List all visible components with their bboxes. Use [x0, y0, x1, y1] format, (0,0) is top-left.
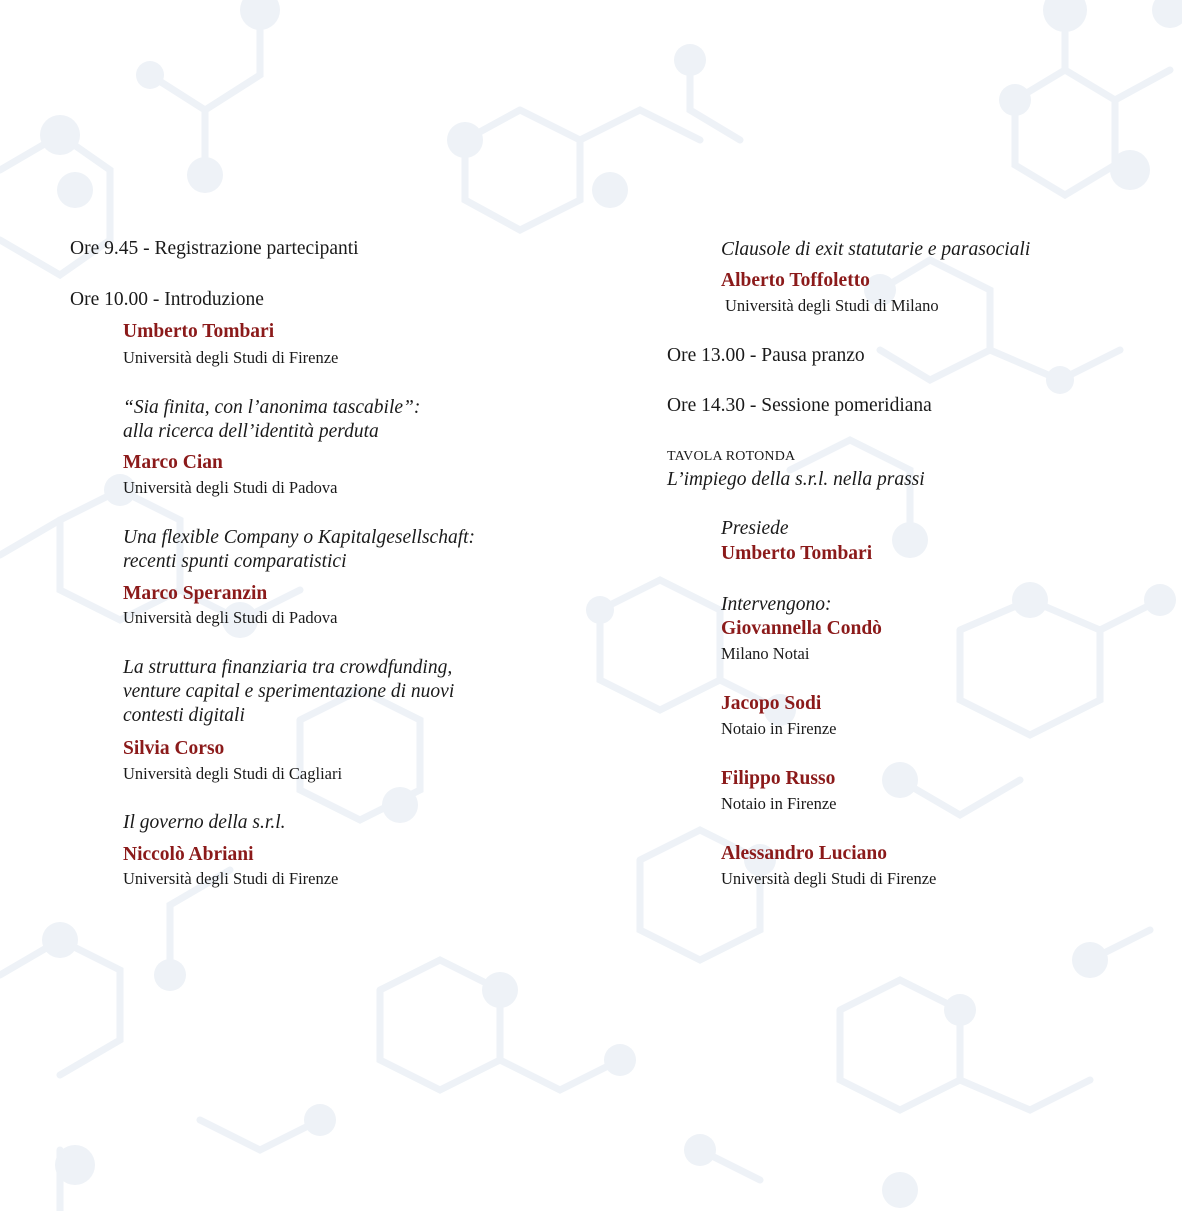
- speaker-name: Marco Cian: [123, 452, 223, 473]
- registration-time: Ore 9.45 - Registrazione partecipanti: [70, 238, 359, 259]
- speaker-name: Filippo Russo: [721, 768, 836, 789]
- talk-title: Clausole di exit statutarie e parasociali: [721, 239, 1031, 260]
- speaker-affiliation: Notaio in Firenze: [721, 794, 837, 813]
- talk-title-line: La struttura finanziaria tra crowdfunding,: [123, 657, 453, 678]
- roundtable-title: L’impiego della s.r.l. nella prassi: [667, 469, 925, 490]
- program-right-column: [600, 0, 1182, 1211]
- introduction-time: Ore 10.00 - Introduzione: [70, 289, 264, 310]
- talk-title: [123, 811, 285, 835]
- speaker-name: Giovannella Condò: [721, 618, 882, 639]
- speakers-label: Intervengono:: [721, 594, 832, 615]
- talk-title: [123, 526, 475, 574]
- speaker-affiliation: Università degli Studi di Cagliari: [123, 764, 343, 783]
- talk-title-line: Il governo della s.r.l.: [123, 812, 286, 833]
- speaker-name: Alessandro Luciano: [721, 843, 887, 864]
- talk-title: [123, 656, 454, 728]
- talk-title-line: Una flexible Company o Kapitalgesellschaft:: [123, 527, 476, 548]
- chair-label: Presiede: [721, 518, 789, 539]
- talk-title-line: “Sia finita, con l’anonima tascabile”:: [123, 397, 421, 418]
- talk-title-line: venture capital e sperimentazione di nuovi: [123, 681, 455, 702]
- speaker-affiliation: Milano Notai: [721, 644, 810, 663]
- speaker-name: Umberto Tombari: [123, 321, 275, 342]
- speaker-affiliation: Università degli Studi di Padova: [123, 608, 338, 627]
- lunch-time: Ore 13.00 - Pausa pranzo: [667, 345, 865, 366]
- talk-title-line: recenti spunti comparatistici: [123, 551, 347, 572]
- speaker-name: Alberto Toffoletto: [721, 270, 870, 291]
- speaker-name: Jacopo Sodi: [721, 693, 822, 714]
- talk-title: [123, 396, 420, 444]
- talk-title-line: contesti digitali: [123, 705, 245, 726]
- speaker-affiliation: Università degli Studi di Firenze: [123, 348, 339, 367]
- roundtable-label: TAVOLA ROTONDA: [667, 449, 796, 464]
- speaker-affiliation: Università degli Studi di Firenze: [123, 869, 339, 888]
- chair-name: Umberto Tombari: [721, 543, 873, 564]
- talk-title-line: alla ricerca dell’identità perduta: [123, 421, 379, 442]
- speaker-affiliation: Università degli Studi di Milano: [725, 296, 939, 315]
- speaker-name: Marco Speranzin: [123, 583, 268, 604]
- afternoon-session-time: Ore 14.30 - Sessione pomeridiana: [667, 395, 932, 416]
- speaker-affiliation: Università degli Studi di Firenze: [721, 869, 937, 888]
- speaker-affiliation: Notaio in Firenze: [721, 719, 837, 738]
- speaker-name: Niccolò Abriani: [123, 844, 254, 865]
- speaker-affiliation: Università degli Studi di Padova: [123, 478, 338, 497]
- speaker-name: Silvia Corso: [123, 738, 225, 759]
